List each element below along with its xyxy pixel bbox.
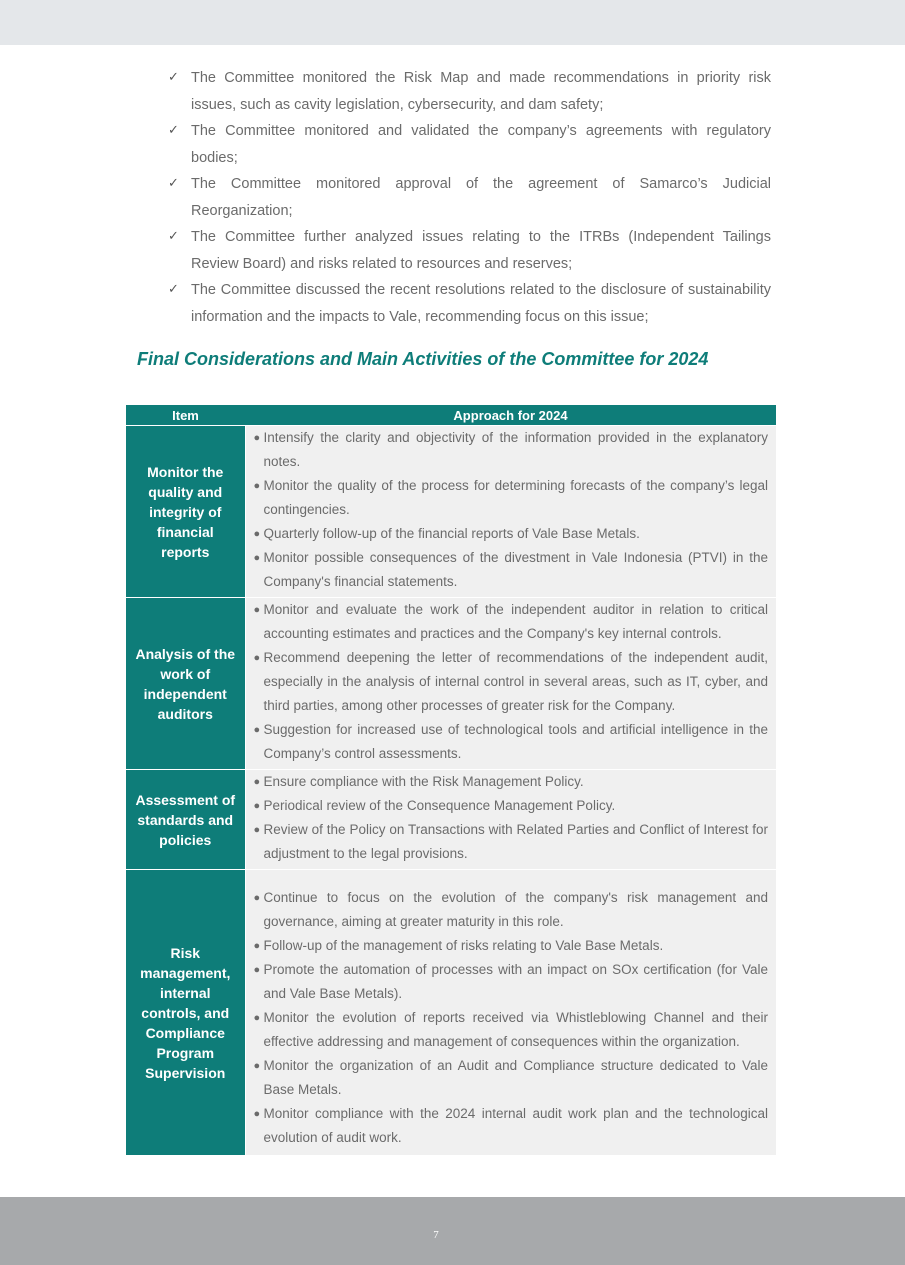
- approach-bullet-text: Suggestion for increased use of technological tools and artificial intelligence in the Company’s control assessments.: [263, 722, 768, 761]
- checklist-item-text: The Committee monitored the Risk Map and made recommendations in priority risk issues, such as cavity legislation, cybersecurity, and dam safety;: [191, 70, 771, 113]
- approach-bullet-text: Quarterly follow-up of the financial reports of Vale Base Metals.: [263, 526, 640, 541]
- checklist-item: [168, 65, 771, 118]
- approach-bullet: [254, 770, 769, 794]
- approach-bullet-text: Recommend deepening the letter of recommendations of the independent audit, especially in the analysis of internal control in several areas, such as IT, cyber, and third parties, among other processes of greater risk for the Company.: [263, 650, 768, 713]
- approach-bullet-list: [254, 598, 769, 766]
- table-row: [126, 870, 776, 1156]
- checklist-item-text: The Committee further analyzed issues relating to the ITRBs (Independent Tailings Review Board) and risks related to resources and reserves;: [191, 229, 771, 272]
- approach-bullet-text: Follow-up of the management of risks relating to Vale Base Metals.: [263, 938, 664, 953]
- bullet-icon: ●: [253, 1060, 261, 1072]
- checkmark-icon: ✓: [168, 176, 179, 191]
- checkmark-icon: ✓: [168, 282, 179, 297]
- approach-bullet-text: Continue to focus on the evolution of the company's risk management and governance, aiming at greater maturity in this role.: [263, 890, 768, 929]
- row-approach-cell: [245, 870, 776, 1156]
- approach-bullet-text: Monitor compliance with the 2024 internal audit work plan and the technological evolution of audit work.: [263, 1106, 768, 1145]
- bullet-icon: ●: [253, 432, 261, 444]
- bullet-icon: ●: [253, 552, 261, 564]
- checklist-item-text: The Committee discussed the recent resolutions related to the disclosure of sustainability information and the impacts to Vale, recommending focus on this issue;: [191, 282, 771, 325]
- page-number: 7: [433, 1229, 439, 1241]
- checklist-item: [168, 118, 771, 171]
- checklist-item: [168, 224, 771, 277]
- checkmark-icon: ✓: [168, 123, 179, 138]
- approach-bullet-text: Monitor possible consequences of the divestment in Vale Indonesia (PTVI) in the Company's financial statements.: [263, 550, 768, 589]
- checklist-item: [168, 277, 771, 330]
- header-approach: Approach for 2024: [245, 405, 776, 426]
- approach-bullet: [254, 934, 769, 958]
- approach-bullet: [254, 718, 769, 766]
- approach-bullet: [254, 522, 769, 546]
- activities-table: [126, 405, 776, 1156]
- bullet-icon: ●: [253, 604, 261, 616]
- bullet-icon: ●: [253, 652, 261, 664]
- approach-bullet: [254, 546, 769, 594]
- bullet-icon: ●: [253, 964, 261, 976]
- checkmark-icon: ✓: [168, 70, 179, 85]
- approach-bullet-text: Promote the automation of processes with an impact on SOx certification (for Vale and Vale Base Metals).: [263, 962, 768, 1001]
- approach-bullet: [254, 646, 769, 718]
- approach-bullet-list: [254, 426, 769, 594]
- row-item-label: Assessment of standards and policies: [126, 770, 245, 870]
- table-row: [126, 426, 776, 598]
- row-item-label: Risk management, internal controls, and Compliance Program Supervision: [126, 870, 245, 1156]
- checklist-item-text: The Committee monitored and validated the company’s agreements with regulatory bodies;: [191, 123, 771, 166]
- approach-bullet: [254, 818, 769, 866]
- approach-bullet: [254, 1006, 769, 1054]
- bullet-icon: ●: [253, 724, 261, 736]
- bullet-icon: ●: [253, 892, 261, 904]
- committee-activities-checklist: [168, 65, 771, 330]
- bullet-icon: ●: [253, 1012, 261, 1024]
- approach-bullet-text: Monitor the quality of the process for determining forecasts of the company’s legal contingencies.: [263, 478, 768, 517]
- approach-bullet: [254, 598, 769, 646]
- bullet-icon: ●: [253, 480, 261, 492]
- approach-bullet-text: Ensure compliance with the Risk Management Policy.: [263, 774, 584, 789]
- approach-bullet-text: Monitor the evolution of reports received via Whistleblowing Channel and their effective addressing and management of consequences within the organization.: [263, 1010, 768, 1049]
- approach-bullet: [254, 958, 769, 1006]
- approach-bullet-list: [254, 770, 769, 866]
- bullet-icon: ●: [253, 1108, 261, 1120]
- approach-bullet-text: Periodical review of the Consequence Management Policy.: [263, 798, 616, 813]
- approach-bullet: [254, 474, 769, 522]
- approach-bullet: [254, 1054, 769, 1102]
- approach-bullet: [254, 1102, 769, 1150]
- bullet-icon: ●: [253, 776, 261, 788]
- section-heading: Final Considerations and Main Activities of the Committee for 2024: [137, 349, 709, 369]
- checklist-item: [168, 171, 771, 224]
- approach-bullet-text: Monitor the organization of an Audit and Compliance structure dedicated to Vale Base Metals.: [263, 1058, 768, 1097]
- approach-bullet: [254, 794, 769, 818]
- approach-bullet-text: Monitor and evaluate the work of the independent auditor in relation to critical accounting estimates and practices and the Company's key internal controls.: [263, 602, 768, 641]
- table-header-row: [126, 405, 776, 426]
- bullet-icon: ●: [253, 800, 261, 812]
- table-row: [126, 598, 776, 770]
- row-approach-cell: [245, 598, 776, 770]
- bullet-icon: ●: [253, 528, 261, 540]
- checklist-item-text: The Committee monitored approval of the agreement of Samarco’s Judicial Reorganization;: [191, 176, 771, 219]
- approach-bullet: [254, 426, 769, 474]
- row-item-label: Monitor the quality and integrity of financial reports: [126, 426, 245, 598]
- page-top-band: [0, 0, 905, 45]
- row-approach-cell: [245, 426, 776, 598]
- bullet-icon: ●: [253, 940, 261, 952]
- checkmark-icon: ✓: [168, 229, 179, 244]
- header-item: Item: [126, 405, 245, 426]
- bullet-icon: ●: [253, 824, 261, 836]
- row-approach-cell: [245, 770, 776, 870]
- row-item-label: Analysis of the work of independent auditors: [126, 598, 245, 770]
- approach-bullet-text: Intensify the clarity and objectivity of the information provided in the explanatory notes.: [263, 430, 768, 469]
- approach-bullet: [254, 886, 769, 934]
- table-row: [126, 770, 776, 870]
- approach-bullet-list: [254, 886, 769, 1150]
- approach-bullet-text: Review of the Policy on Transactions with Related Parties and Conflict of Interest for adjustment to the legal provisions.: [263, 822, 768, 861]
